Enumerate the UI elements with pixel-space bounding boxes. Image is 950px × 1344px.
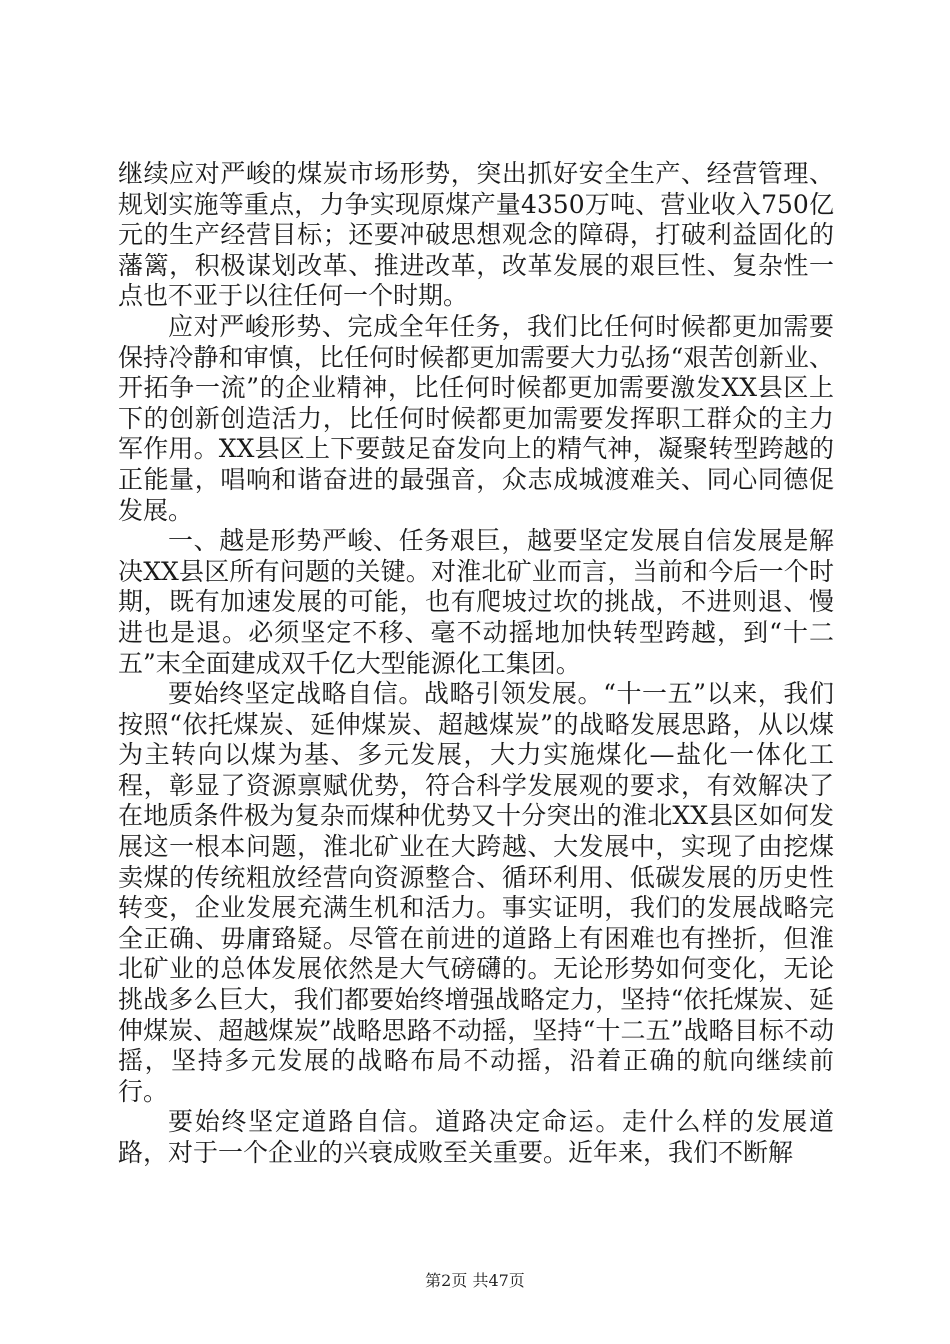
paragraph-5: 要始终坚定道路自信。道路决定命运。走什么样的发展道路，对于一个企业的兴衰成败至关重要。近年来，我们不断解 xyxy=(118,1107,834,1167)
paragraph-3: 一、越是形势严峻、任务艰巨，越要坚定发展自信发展是解决XX县区所有问题的关键。对淮北矿业而言，当前和今后一个时期，既有加速发展的可能，也有爬坡过坎的挑战，不进则退、慢进也是退。必须坚定不移、毫不动摇地加快转型跨越，到“十二五”末全面建成双千亿大型能源化工集团。 xyxy=(118,526,834,678)
document-body xyxy=(118,159,834,1169)
paragraph-4: 要始终坚定战略自信。战略引领发展。“十一五”以来，我们按照“依托煤炭、延伸煤炭、超越煤炭”的战略发展思路，从以煤为主转向以煤为基、多元发展，大力实施煤化—盐化一体化工程，彰显了资源禀赋优势，符合科学发展观的要求，有效解决了在地质条件极为复杂而煤种优势又十分突出的淮北XX县区如何发展这一根本问题，淮北矿业在大跨越、大发展中，实现了由挖煤卖煤的传统粗放经营向资源整合、循环利用、低碳发展的历史性转变，企业发展充满生机和活力。事实证明，我们的发展战略完全正确、毋庸臵疑。尽管在前进的道路上有困难也有挫折，但淮北矿业的总体发展依然是大气磅礴的。无论形势如何变化，无论挑战多么巨大，我们都要始终增强战略定力，坚持“依托煤炭、延伸煤炭、超越煤炭”战略思路不动摇，坚持“十二五”战略目标不动摇，坚持多元发展的战略布局不动摇，沿着正确的航向继续前行。 xyxy=(118,679,834,1106)
paragraph-1: 继续应对严峻的煤炭市场形势，突出抓好安全生产、经营管理、规划实施等重点，力争实现原煤产量4350万吨、营业收入750亿元的生产经营目标；还要冲破思想观念的障碍，打破利益固化的藩篱，积极谋划改革、推进改革，改革发展的艰巨性、复杂性一点也不亚于以往任何一个时期。 xyxy=(118,159,834,311)
paragraph-2: 应对严峻形势、完成全年任务，我们比任何时候都更加需要保持冷静和审慎，比任何时候都更加需要大力弘扬“艰苦创新业、开拓争一流”的企业精神，比任何时候都更加需要激发XX县区上下的创新创造活力，比任何时候都更加需要发挥职工群众的主力军作用。XX县区上下要鼓足奋发向上的精气神，凝聚转型跨越的正能量，唱响和谐奋进的最强音，众志成城渡难关、同心同德促发展。 xyxy=(118,311,834,525)
page-footer: 第2页 共47页 xyxy=(425,1271,525,1290)
